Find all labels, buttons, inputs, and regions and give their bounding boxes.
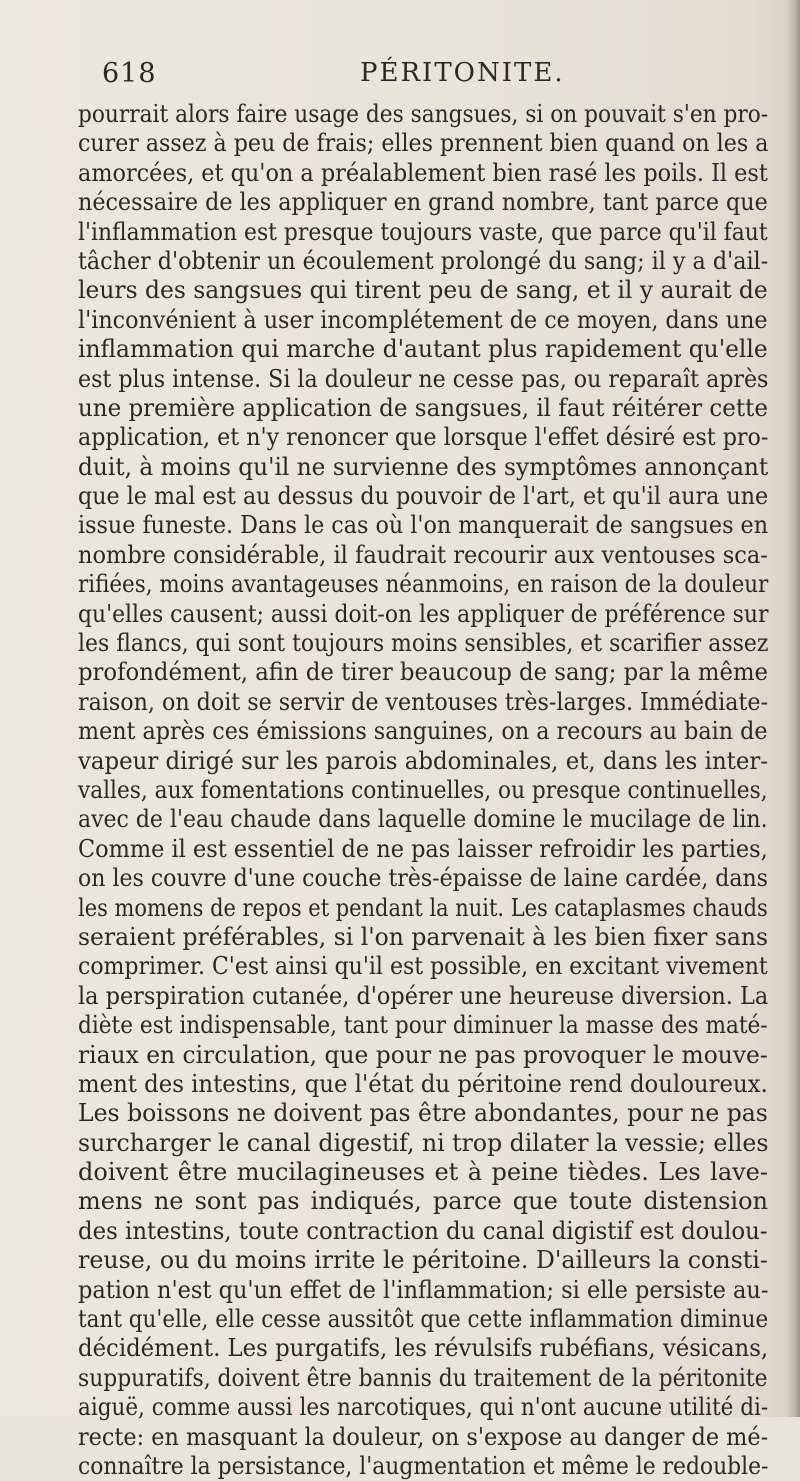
body-text	[78, 100, 768, 1481]
text-line: suppuratifs, doivent être bannis du traitement de la péritonite	[78, 1363, 768, 1392]
running-title: PÉRITONITE.	[360, 58, 565, 88]
text-line: est plus intense. Si la douleur ne cesse pas, ou reparaît après	[78, 364, 769, 393]
text-line: tant qu'elle, elle cesse aussitôt que cette inflammation diminue	[78, 1305, 769, 1334]
text-line: raison, on doit se servir de ventouses très-larges. Immédiate-	[78, 687, 768, 716]
text-line: ment des intestins, que l'état du péritoine rend douloureux.	[78, 1069, 768, 1098]
text-line: amorcées, et qu'on a préalablement bien rasé les poils. Il est	[78, 158, 768, 187]
text-line: application, et n'y renoncer que lorsque l'effet désiré est pro-	[78, 423, 769, 452]
text-line: comprimer. C'est ainsi qu'il est possible, en excitant vivement	[78, 952, 768, 981]
text-line: décidément. Les purgatifs, les révulsifs rubéfians, vésicans,	[78, 1334, 769, 1363]
text-line: qu'elles causent; aussi doit-on les appliquer de préférence sur	[78, 599, 769, 628]
text-line: nombre considérable, il faudrait recourir aux ventouses sca-	[78, 540, 768, 569]
text-line: aiguë, comme aussi les narcotiques, qui n'ont aucune utilité di-	[78, 1393, 769, 1422]
page-header	[102, 58, 662, 92]
text-line: Comme il est essentiel de ne pas laisser refroidir les parties,	[78, 834, 768, 863]
text-line: valles, aux fomentations continuelles, ou presque continuelles,	[78, 775, 768, 804]
text-line: la perspiration cutanée, d'opérer une heureuse diversion. La	[78, 981, 769, 1010]
text-line: l'inflammation est presque toujours vaste, que parce qu'il faut	[78, 217, 768, 246]
text-line: les flancs, qui sont toujours moins sensibles, et scarifier assez	[78, 629, 769, 658]
text-line: Les boissons ne doivent pas être abondantes, pour ne pas	[78, 1099, 768, 1128]
text-line: des intestins, toute contraction du canal digistif est doulou-	[78, 1216, 768, 1245]
text-line: pourrait alors faire usage des sangsues, si on pouvait s'en pro-	[78, 100, 769, 128]
text-line: diète est indispensable, tant pour diminuer la masse des maté-	[78, 1011, 768, 1040]
text-line: duit, à moins qu'il ne survienne des symptômes annonçant	[78, 452, 769, 481]
text-line: vapeur dirigé sur les parois abdominales, et, dans les inter-	[78, 746, 768, 775]
text-line: mens ne sont pas indiqués, parce que toute distension	[78, 1187, 768, 1216]
text-line: doivent être mucilagineuses et à peine tièdes. Les lave-	[78, 1158, 768, 1187]
text-line: surcharger le canal digestif, ni trop dilater la vessie; elles	[78, 1128, 769, 1157]
text-line: leurs des sangsues qui tirent peu de sang, et il y aurait de	[78, 276, 768, 305]
text-line: recte: en masquant la douleur, on s'expose au danger de mé-	[78, 1422, 769, 1451]
text-line: riaux en circulation, que pour ne pas provoquer le mouve-	[78, 1040, 768, 1069]
text-line: que le mal est au dessus du pouvoir de l'art, et qu'il aura une	[78, 482, 769, 511]
text-line: avec de l'eau chaude dans laquelle domine le mucilage de lin.	[78, 805, 768, 834]
text-line: pation n'est qu'un effet de l'inflammation; si elle persiste au-	[78, 1275, 769, 1304]
text-line: l'inconvénient à user incomplétement de ce moyen, dans une	[78, 305, 768, 334]
text-line: ment après ces émissions sanguines, on a recours au bain de	[78, 717, 768, 746]
text-line: une première application de sangsues, il faut réitérer cette	[78, 393, 768, 422]
text-line: seraient préférables, si l'on parvenait à les bien fixer sans	[78, 922, 769, 951]
text-line: connaître la persistance, l'augmentation et même le redouble-	[78, 1451, 769, 1480]
text-line: tâcher d'obtenir un écoulement prolongé du sang; il y a d'ail-	[78, 246, 769, 275]
text-line: les momens de repos et pendant la nuit. Les cataplasmes chauds	[78, 893, 768, 922]
page-edge-shadow	[786, 0, 800, 1417]
text-line: profondément, afin de tirer beaucoup de sang; par la même	[78, 658, 768, 687]
page-number: 618	[102, 58, 157, 89]
text-line: curer assez à peu de frais; elles prennent bien quand on les a	[78, 129, 769, 158]
text-line: reuse, ou du moins irrite le péritoine. D'ailleurs la consti-	[78, 1246, 768, 1275]
text-line: nécessaire de les appliquer en grand nombre, tant parce que	[78, 188, 768, 217]
text-line: issue funeste. Dans le cas où l'on manquerait de sangsues en	[78, 511, 769, 540]
text-line: inflammation qui marche d'autant plus rapidement qu'elle	[78, 335, 768, 364]
text-line: rifiées, moins avantageuses néanmoins, en raison de la douleur	[78, 570, 769, 599]
text-line: on les couvre d'une couche très-épaisse de laine cardée, dans	[78, 864, 768, 893]
